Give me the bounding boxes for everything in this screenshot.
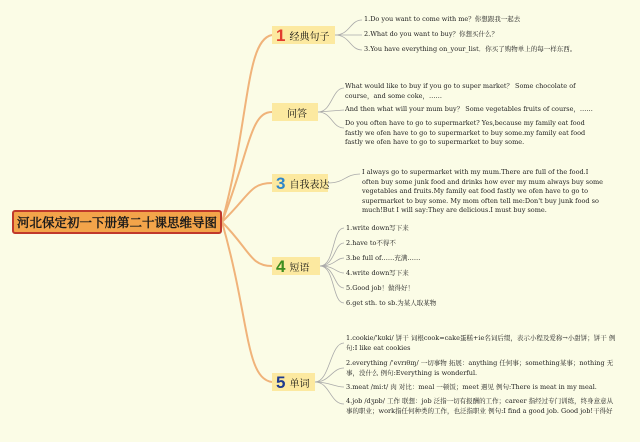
branch-label: 单词 (289, 378, 310, 390)
leaf-phrase-4: 4.write down写下来 (346, 269, 409, 277)
branch-label: 经典句子 (289, 31, 330, 43)
leaf-word-cookie: 1.cookie/'kʊki/ 饼干 词根cook=cake蛋糕+ie名词后缀，表示小程及爱称→小甜饼；饼干 例句:I like eat cookies (346, 334, 616, 352)
leaf-self-expression: I always go to supermarket with my mum.There are full of the food.I often buy some junk food and drinks how ever my mum always buy some vegetables and fruits.My family eat food fastly we ofen have to go to supermarket to buy some. My mom often tell me:Don't buy junk food so much!But I will say:They are delicious.I must buy some. (362, 168, 604, 214)
leaf-phrase-1: 1.write down写下来 (346, 224, 409, 232)
branch-self-expression (272, 174, 328, 192)
central-topic: 河北保定初一下册第二十课思维导图 (12, 210, 222, 234)
leaf-phrase-5: 5.Good job！做得好！ (346, 284, 415, 292)
leaf-phrase-3: 3.be full of……充满…… (346, 254, 421, 262)
leaf-sentence-1: 1.Do you want to come with me？你想跟我一起去 (364, 15, 521, 23)
leaf-word-everything: 2.everything /'evrɪθɪŋ/ 一切事物 拓展：anything 任何事；something某事；nothing 无事，没什么 例句:Everything is wonderful. (346, 359, 614, 377)
leaf-word-job: 4.job /dʒɒb/ 工作 联想：job 泛指一切有报酬的工作；career 指经过专门训练，终身意意从事的职业；work指任何种类的工作，也泛指职业 例句:I find a good job. Good job!干得好 (346, 397, 614, 415)
leaf-qa-1: What would like to buy if you go to super market？ Some chocolate of course，and some coke，…… (345, 82, 576, 100)
branch-phrases (272, 257, 320, 275)
branch-number-5: 5 (276, 372, 286, 392)
branch-number-3: 3 (276, 173, 286, 193)
leaf-sentence-2: 2.What do you want to buy？你想买什么？ (364, 30, 499, 38)
branch-qa (272, 103, 318, 121)
branch-classic-sentences (272, 26, 335, 44)
leaf-word-meat: 3.meat /mi:t/ 肉 对比：meal 一顿饭；meet 遇见 例句:There is meat in my meal. (346, 383, 597, 391)
branch-label: 短语 (289, 262, 310, 274)
leaf-phrase-6: 6.get sth. to sb.为某人取某物 (346, 299, 437, 307)
branch-label: 问答 (287, 108, 307, 120)
branch-number-4: 4 (276, 256, 286, 276)
branch-label: 自我表达 (289, 179, 330, 191)
leaf-sentence-3: 3.You have everything on_your_list．你买了购物单上的每一样东西。 (364, 45, 577, 53)
branch-number-1: 1 (276, 25, 286, 45)
leaf-qa-3: Do you often have to go to supermarket? Yes,because my family eat food fastly we ofen have to go to supermarket to buy some.my family eat food fastly we ofen have to go to supermarket to buy some. (345, 119, 586, 146)
leaf-qa-2: And then what will your mum buy？ Some vegetables fruits of course，…… (345, 105, 593, 113)
leaf-phrase-2: 2.have to不得不 (346, 239, 396, 247)
branch-words (272, 373, 315, 391)
